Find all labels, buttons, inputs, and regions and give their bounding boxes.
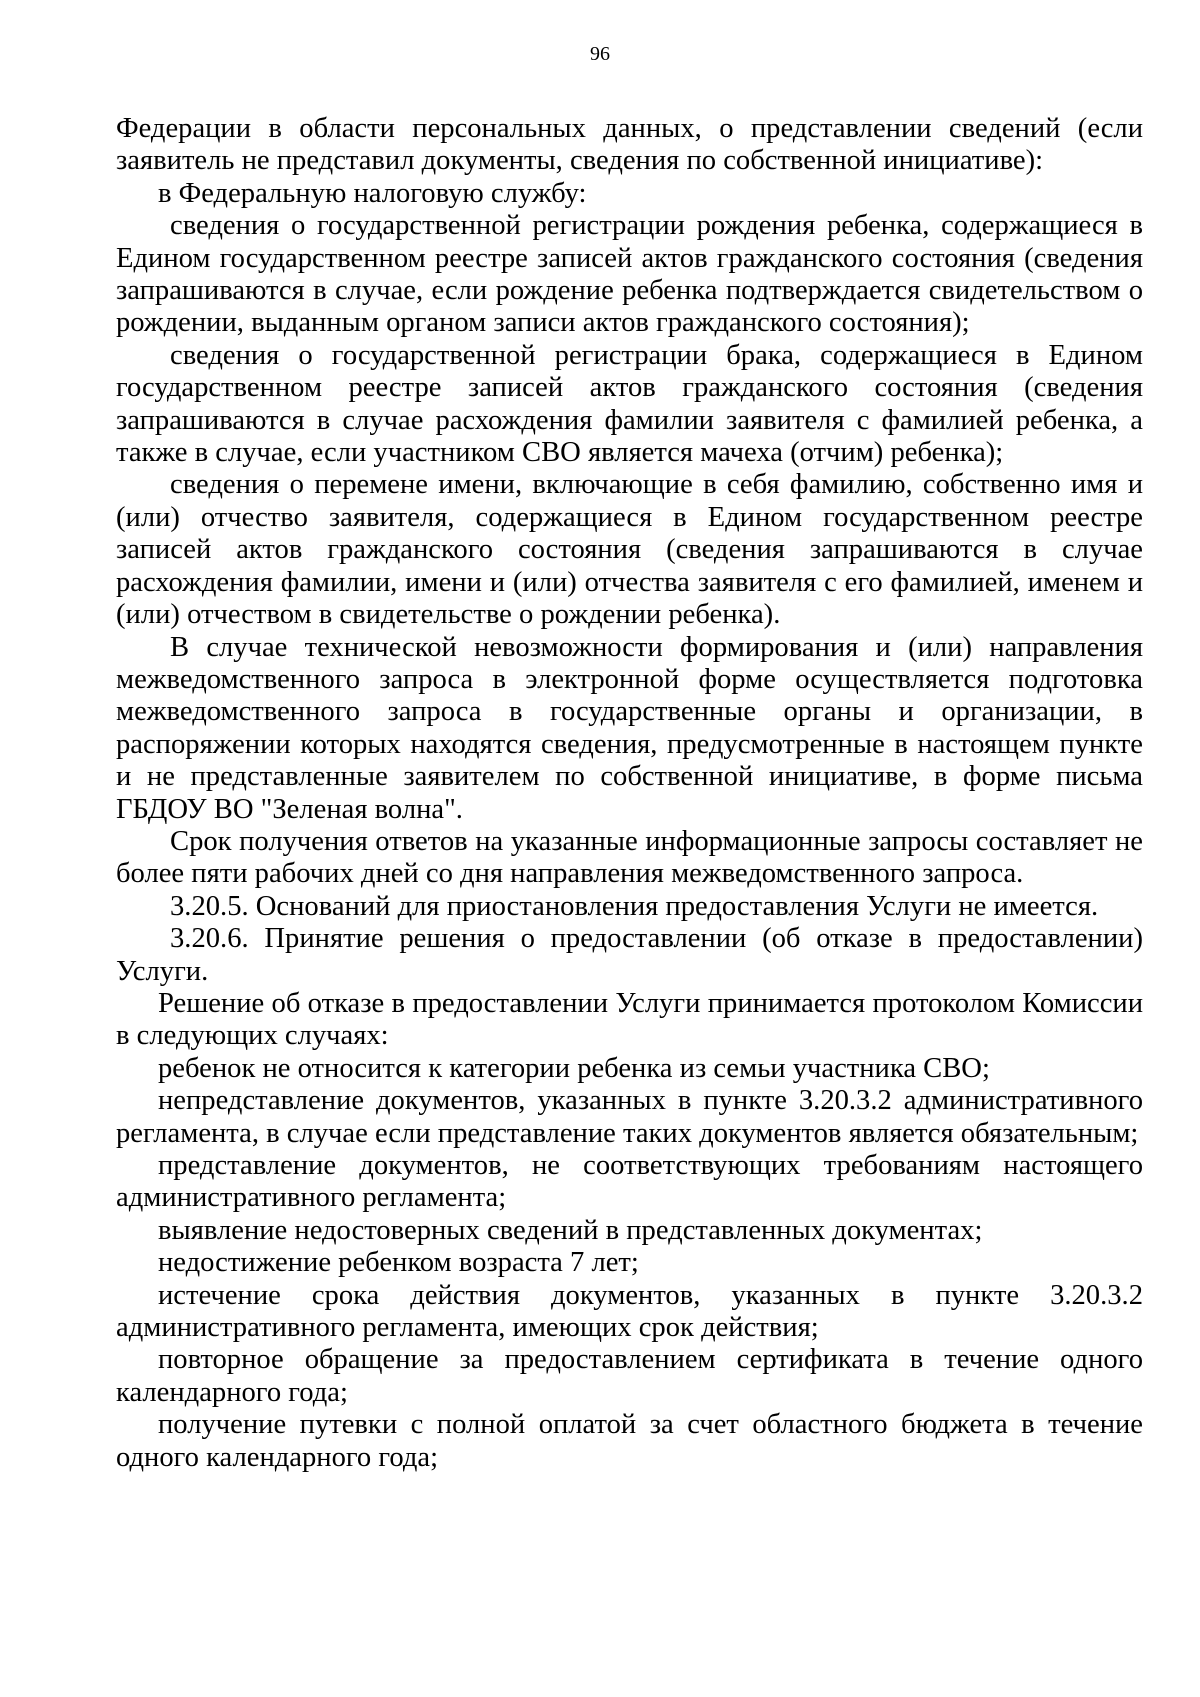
paragraph: Срок получения ответов на указанные информационные запросы составляет не более пяти рабочих дней со дня направления межведомственного запроса. [116, 825, 1143, 890]
paragraph: получение путевки с полной оплатой за счет областного бюджета в течение одного календарного года; [116, 1409, 1143, 1473]
paragraph: недостижение ребенком возраста 7 лет; [158, 1247, 639, 1279]
paragraph: непредставление документов, указанных в пункте 3.20.3.2 административного регламента, в случае если представление таких документов является обязательным; [116, 1085, 1143, 1149]
paragraph: сведения о государственной регистрации брака, содержащиеся в Едином государственном реестре записей актов гражданского состояния (сведения запрашиваются в случае расхождения фамилии заявителя с фамилией ребенка, а также в случае, если участником СВО является мачеха (отчим) ребенка); [116, 339, 1143, 469]
paragraph: Федерации в области персональных данных, о представлении сведений (если заявитель не представил документы, сведения по собственной инициативе): [116, 113, 1143, 177]
paragraph: Решение об отказе в предоставлении Услуги принимается протоколом Комиссии в следующих случаях: [116, 987, 1143, 1052]
paragraph: представление документов, не соответствующих требованиям настоящего административного регламента; [116, 1150, 1143, 1214]
paragraph: в Федеральную налоговую службу: [158, 177, 587, 209]
paragraph: повторное обращение за предоставлением сертификата в течение одного календарного года; [116, 1344, 1143, 1408]
paragraph: истечение срока действия документов, указанных в пункте 3.20.3.2 административного регламента, имеющих срок действия; [116, 1279, 1143, 1344]
paragraph: ребенок не относится к категории ребенка из семьи участника СВО; [158, 1052, 990, 1084]
paragraph: сведения о перемене имени, включающие в себя фамилию, собственно имя и (или) отчество заявителя, содержащиеся в Едином государственном реестре записей актов гражданского состояния (сведения запрашиваются в случае расхождения фамилии, имени и (или) отчества заявителя с его фамилией, именем и (или) отчеством в свидетельстве о рождении ребенка). [116, 469, 1143, 631]
paragraph: сведения о государственной регистрации рождения ребенка, содержащиеся в Едином государственном реестре записей актов гражданского состояния (сведения запрашиваются в случае, если рождение ребенка подтверждается свидетельством о рождении, выданным органом записи актов гражданского состояния); [116, 210, 1143, 339]
paragraph: 3.20.6. Принятие решения о предоставлении (об отказе в предоставлении) Услуги. [116, 923, 1143, 987]
document-body [116, 113, 1143, 1474]
page-number: 96 [590, 43, 610, 65]
paragraph: В случае технической невозможности формирования и (или) направления межведомственного запроса в электронной форме осуществляется подготовка межведомственного запроса в государственные органы и организации, в распоряжении которых находятся сведения, предусмотренные в настоящем пункте и не представленные заявителем по собственной инициативе, в форме письма ГБДОУ ВО "Зеленая волна". [116, 631, 1143, 825]
paragraph: выявление недостоверных сведений в представленных документах; [158, 1214, 983, 1246]
paragraph: 3.20.5. Оснований для приостановления предоставления Услуги не имеется. [170, 890, 1099, 922]
